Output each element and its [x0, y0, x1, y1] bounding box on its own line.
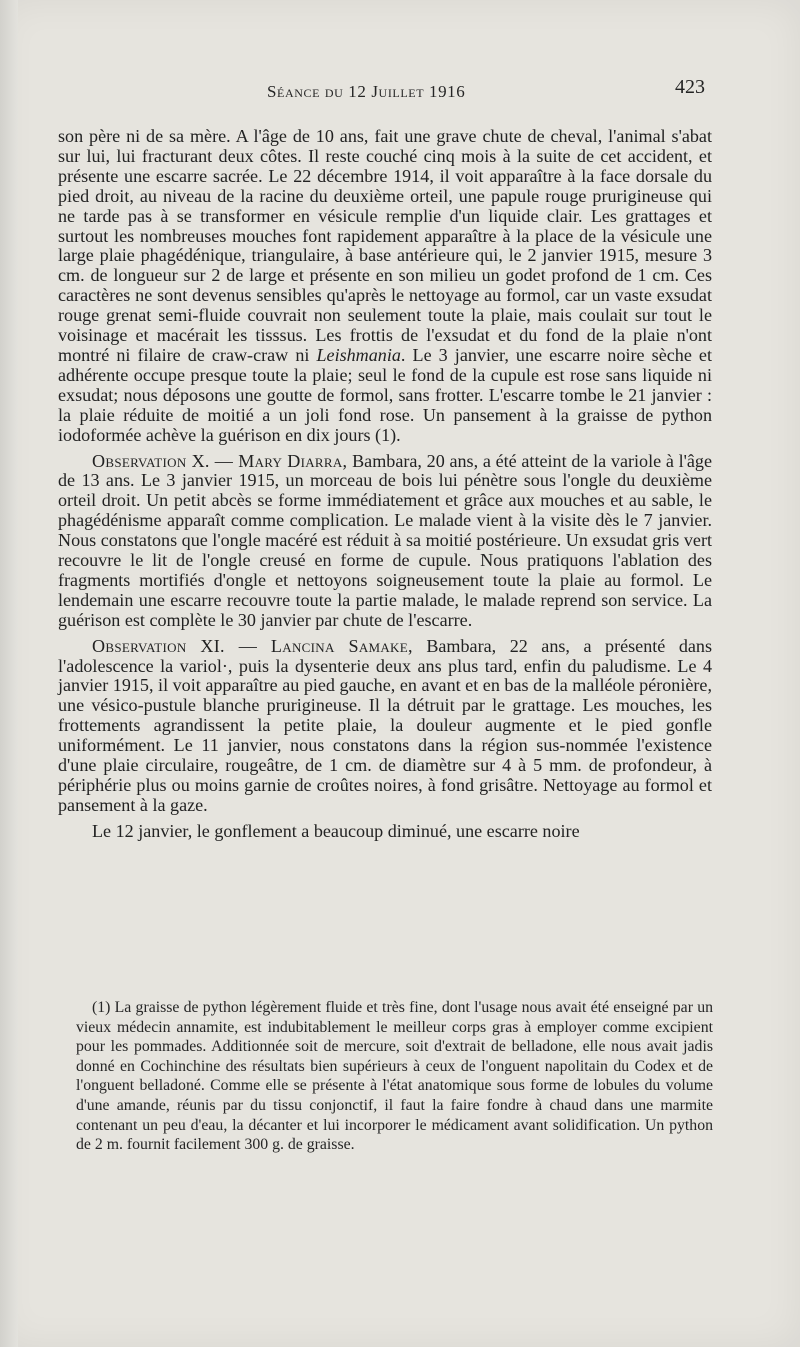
page-left-edge [0, 0, 18, 1347]
running-title: Séance du 12 Juillet 1916 [267, 82, 466, 101]
observation-x-text: Bambara, 20 ans, a été atteint de la variole à l'âge de 13 ans. Le 3 janvier 1915, un morceau de bois lui pénètre sous l'ongle du deuxième orteil droit. Un petit abcès se forme immédiatement et grâce aux mouches et au sable, le phagédénisme apparaît comme complication. Le malade vient à la visite dès le 7 janvier. Nous constatons que l'ongle macéré est réduit à sa moitié postérieure. Un exsudat gris vert recouvre le lit de l'ongle creusé en forme de cupule. Nous pratiquons l'ablation des fragments mortifiés d'ongle et nettoyons soigneusement toute la plaie au formol. Le lendemain une escarre recouvre toute la partie malade, le malade reprend son service. La guérison est complète le 30 janvier par chute de l'escarre. [58, 450, 712, 630]
observation-x [58, 452, 712, 631]
main-text [58, 127, 712, 842]
observation-xi [58, 637, 712, 816]
continuation-line: Le 12 janvier, le gonflement a beaucoup diminué, une escarre noire [92, 820, 580, 841]
paragraph-1 [58, 127, 712, 446]
footnote: (1) La graisse de python légèrement fluide et très fine, dont l'usage nous avait été enseigné par un vieux médecin annamite, est indubitablement le meilleur corps gras à employer comme excipient pour les pommades. Additionnée soit de mercure, soit d'extrait de belladone, elle nous avait jadis donné en Cochinchine des résultats bien supérieurs à ceux de l'onguent napolitain du Codex et de l'onguent belladoné. Comme elle se présente à l'état anatomique sous forme de lobules du volume d'une amande, réunis par du tissu conjonctif, il faut la faire fondre à chaud dans une marmite contenant un peu d'eau, la décanter et lui incorporer le médicament avant solidification. Un python de 2 m. fournit facilement 300 g. de graisse. [76, 999, 713, 1154]
observation-x-heading: Observation X. — Mary Diarra, [92, 450, 348, 471]
observation-xi-heading: Observation XI. — Lancina Samake, [92, 635, 413, 656]
page-number: 423 [675, 76, 705, 98]
paragraph-1-text: son père ni de sa mère. A l'âge de 10 ans, fait une grave chute de cheval, l'animal s'abat sur lui, lui fracturant deux côtes. Il reste couché cinq mois à la suite de cet accident, et présente une escarre sacrée. Le 22 décembre 1914, il voit apparaître à la face dorsale du pied droit, au niveau de la racine du deuxième orteil, une papule rouge prurigineuse qui ne tarde pas à se transformer en vésicule remplie d'un liquide clair. Les grattages et surtout les nombreuses mouches font rapidement apparaître à la place de la vésicule une large plaie phagédénique, triangulaire, à base antérieure qui, le 2 janvier 1915, mesure 3 cm. de longueur sur 2 de large et présente en son milieu un godet profond de 1 cm. Ces caractères ne sont devenus sensibles qu'après le nettoyage au formol, car un vaste exsudat rouge grenat semi-fluide couvrait non seulement toute la plaie, mais coulait sur tout le voisinage et macérait les tisssus. Les frottis de l'exsudat et du fond de la plaie n'ont montré ni filaire de craw-craw ni [58, 126, 712, 365]
observation-xi-text: Bambara, 22 ans, a présenté dans l'adolescence la variol·, puis la dysenterie deux ans plus tard, enfin du paludisme. Le 4 janvier 1915, il voit apparaître au pied gauche, en avant et en bas de la malléole péronière, une vésico-pustule blanche prurigineuse. Il la détruit par le grattage. Les mouches, les frottements agrandissent la petite plaie, la douleur augmente et le pied gonfle uniformément. Le 11 janvier, nous constatons dans la région sus-nommée l'existence d'une plaie circulaire, rougeâtre, de 1 cm. de diamètre sur 4 à 5 mm. de profondeur, à périphérie plus ou moins garnie de croûtes noires, à fond grisâtre. Nettoyage au formol et pansement à la gaze. [58, 635, 712, 815]
paragraph-1-end-text: . Le 3 janvier, une escarre noire sèche et adhérente occupe presque toute la plaie; seul le fond de la cupule est rose sans liquide ni exsudat; nous déposons une goutte de formol, sans frotter. L'escarre tombe le 21 janvier : la plaie réduite de moitié a un joli fond rose. Un pansement à la graisse de python iodoformée achève la guérison en dix jours (1). [58, 344, 712, 445]
running-header [0, 76, 800, 108]
italic-term: Leishmania [316, 344, 401, 365]
